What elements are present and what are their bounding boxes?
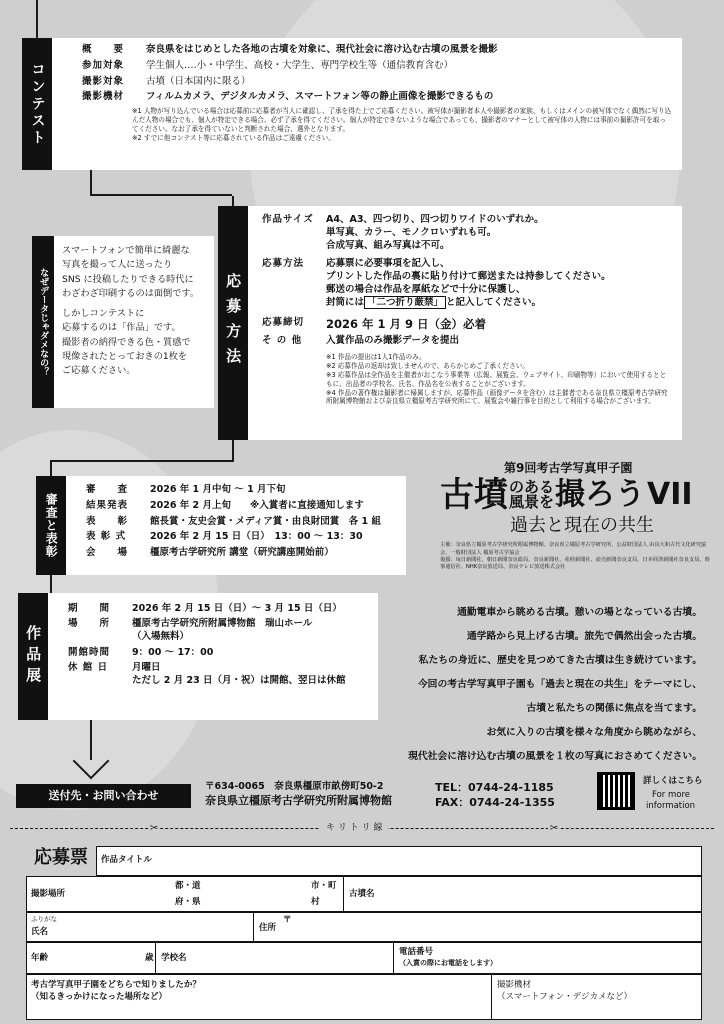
flow-line [232, 440, 234, 460]
title-main-2: 撮ろう [555, 477, 646, 513]
deadline-value: 2026 年 1 月 9 日（金）必着 [326, 316, 487, 331]
title-numeral: VII [647, 477, 693, 513]
why-box: スマートフォンで簡単に綺麗な 写真を撮って人に送ったり SNS に投稿したりできる時代に わざわざ印刷するのは面倒です。 しかしコンテストに 応募するのは「作品」です。 撮影者の納得できる色・質感で 現像されたとっておきの1枚を ご応募ください。 [54, 236, 214, 408]
sponsors: 後援：毎日新聞社、朝日新聞奈良総局、奈良新聞社、産経新聞社、読売新聞奈良支局、日本経済新聞社奈良支局、時事通信社、NHK奈良放送局、奈良テレビ放送株式会社 [440, 556, 710, 570]
contact-label: 送付先・お問い合わせ [16, 784, 191, 808]
size-row: 作品サイズ A4、A3、四つ切り、四つ切りワイドのいずれか。 単写真、カラー、モノクロいずれも可。 合成写真、組み写真は不可。 [262, 214, 544, 251]
intro-line: お気に入りの古墳を様々な角度から眺めながら、 [486, 727, 702, 738]
more-info-en: For more [652, 790, 691, 800]
flow-line [36, 0, 38, 38]
name-row: ふりがな 氏名 住所 〒 [26, 912, 702, 942]
intro-line: 現代社会に溶け込む古墳の風景を１枚の写真におさめてください。 [408, 751, 702, 762]
age-row: 年齢 歳 学校名 電話番号 （入賞の際にお電話をします） [26, 942, 702, 974]
method-row: 応募方法 応募票に必要事項を記入し、 プリントした作品の裏に貼り付けて郵送または持参してください。 郵送の場合は作品を厚紙などで十分に保護し、 封筒には 「二つ折り厳禁」 と記入してください。 [262, 258, 611, 308]
intro-line: 通勤電車から眺める古墳。憩いの場となっている古墳。 [457, 607, 702, 618]
event-subtitle: 第9回考古学写真甲子園 [504, 461, 633, 475]
exhibit-tab: 作品展 [18, 593, 48, 720]
method-box: 作品サイズ A4、A3、四つ切り、四つ切りワイドのいずれか。 単写真、カラー、モノクロいずれも可。 合成写真、組み写真は不可。 応募方法 応募票に必要事項を記入し、 プリントした作品の裏に貼り付けて郵送または持参してください。 郵送の場合は作品を厚紙などで十分に保護し、 封筒には 「二つ折り厳禁」 と記入してください。 応募締切 2026 年 1 月 9 日（金）必着 そ の 他 入賞作品のみ撮影データを提出 ※1 作品の提出は1人1作品のみ。 ※2 応募作品の返却は致しませんので、あらかじめご了承ください。 ※3 応募作品は全作品を主催者がおこなう事業等（広報、展覧会、ウェブサイト、印刷物等）において使用するとともに、出品者の学校名、氏名、作品名を公表することがございます。 ※4 作品の著作権は撮影者に帰属しますが、応募作品（画像データを含む）は主催者である奈良県立橿原考古学研究所附属博物館および奈良県立橿原考古学研究所にて、展覧会や雑行事を目的として利用する場合がございます。 [248, 206, 682, 440]
contact-org: 奈良県立橿原考古学研究所附属博物館 [205, 794, 392, 807]
scissors-icon: ✂ [550, 823, 559, 834]
contest-row: 概 要 奈良県をはじめとした各地の古墳を対象に、現代社会に溶け込む古墳の風景を撮影 [82, 44, 498, 55]
flow-line [50, 460, 234, 462]
flow-line [50, 575, 52, 593]
contest-row: 撮影対象 古墳（日本国内に限る） [82, 75, 251, 87]
title-main-1: 古墳 [440, 475, 508, 516]
flow-line [232, 196, 234, 206]
contact-fax: FAX：0744-24-1355 [435, 796, 555, 809]
method-tab: 応募方法 [218, 206, 248, 440]
more-info-jp: 詳しくはこちら [643, 776, 703, 786]
contest-box [52, 38, 682, 170]
other-row: そ の 他 入賞作品のみ撮影データを提出 [262, 335, 460, 347]
judging-tab: 審査と表彰 [36, 476, 66, 575]
work-title-field[interactable]: 作品タイトル [96, 846, 702, 876]
why-tab: なぜデータじゃダメなの？ [32, 236, 54, 408]
intro-line: 通学路から見上げる古墳。旅先で偶然出会った古墳。 [466, 631, 702, 642]
no-fold-badge: 「二つ折り厳禁」 [364, 296, 446, 309]
flow-line [50, 460, 52, 476]
exhibit-box: 期 間 2026 年 2 月 15 日（日）～ 3 月 15 日（日） 場 所 橿原考古学研究所附属博物館 瑞山ホール （入場無料） 開館時間 9：00 ～ 17：00 休 館 日 月曜日 ただし 2 月 23 日（月・祝）は開館、翌日は休館 [48, 593, 378, 720]
contest-row: 参加対象 学生個人‥‥小・中学生、高校・大学生、専門学校生等（通信教育含む） [82, 59, 454, 71]
title-tagline: 過去と現在の共生 [510, 515, 654, 537]
intro-line: 古墳と私たちの関係に焦点を当てます。 [526, 703, 702, 714]
intro-line: 今回の考古学写真甲子園も「過去と現在の共生」をテーマにし、 [417, 679, 702, 690]
place-row: 撮影場所 都・道 府・県 市・町 村 古墳名 [26, 876, 702, 912]
cut-line-label: キ リ ト リ 線 [320, 822, 388, 834]
contact-tel: TEL：0744-24-1185 [435, 781, 554, 794]
more-info-en: information [646, 801, 696, 811]
qr-code-icon[interactable] [597, 772, 635, 810]
how-row: 考古学写真甲子園をどちらで知りましたか？ （知るきっかけになった場所など） 撮影機材 （スマートフォン・デジカメなど） [26, 974, 702, 1020]
flow-line [90, 170, 92, 194]
sponsors: 主催：奈良県立橿原考古学研究所附属博物館、奈良県立橿原考古学研究所、公益財団法人 由良大和古代文化研究協会、一般財団法人 橿原考古学協会 [440, 542, 707, 556]
contest-row: 撮影機材 フィルムカメラ、デジタルカメラ、スマートフォン等の静止画像を撮影できるもの [82, 91, 494, 103]
form-title: 応募票 [34, 847, 88, 868]
contest-tab: コンテスト [22, 38, 52, 170]
flow-line [90, 194, 232, 196]
contest-note: ※2 すでに他コンテスト等に応募されている作品はご遠慮ください。 [132, 133, 335, 142]
scissors-icon: ✂ [150, 823, 159, 834]
contest-note: ※1 人物が写り込んでいる場合は応募前に応募者が当人に確認し、了承を得た上でご応募ください。被写体が撮影者本人や撮影者の家族、もしくはメインの被写体でなく偶然に写り込んだ人物の場合でも、個人が特定できる場合、必ず了承を得てください。個人が特定できないような場合であっても、撮影者のマナーとして被写体の人物には事前の撮影許可を取ってください。なお了承を得ていないと判断された場合、選外となります。 [132, 107, 672, 134]
judging-box: 審 査 2026 年 1 月中旬 ～ 1 月下旬 結果発表 2026 年 2 月上旬 ※入賞者に直接通知します 表 彰 館長賞・友史会賞・メディア賞・由良財団賞 各 1 組 表 彰 式 2026 年 2 月 15 日（日） 13：00 ～ 13：30 会 場 橿原考古学研究所 講堂（研究講座開始前） [66, 476, 406, 575]
contact-postal: 〒634-0065 奈良県橿原市畝傍町50-2 [205, 781, 384, 792]
intro-line: 私たちの身近に、歴史を見つめてきた古墳は生き続けています。 [418, 655, 702, 666]
title-block: 第9回考古学写真甲子園 古墳 のある 風景を 撮ろう VII 過去と現在の共生 主催：奈良県立橿原考古学研究所附属博物館、奈良県立橿原考古学研究所、公益財団法人 由良大和古代文化研究協会、一般財団法人 橿原考古学協会 後援：毎日新聞社、朝日新聞奈良総局、奈良新聞社、産経新聞社、読売新聞奈良支局、日本経済新聞社奈良支局、時事通信社、NHK奈良放送局、奈良テレビ放送株式会社 [440, 461, 710, 570]
deadline-row: 応募締切 2026 年 1 月 9 日（金）必着 [262, 317, 672, 333]
